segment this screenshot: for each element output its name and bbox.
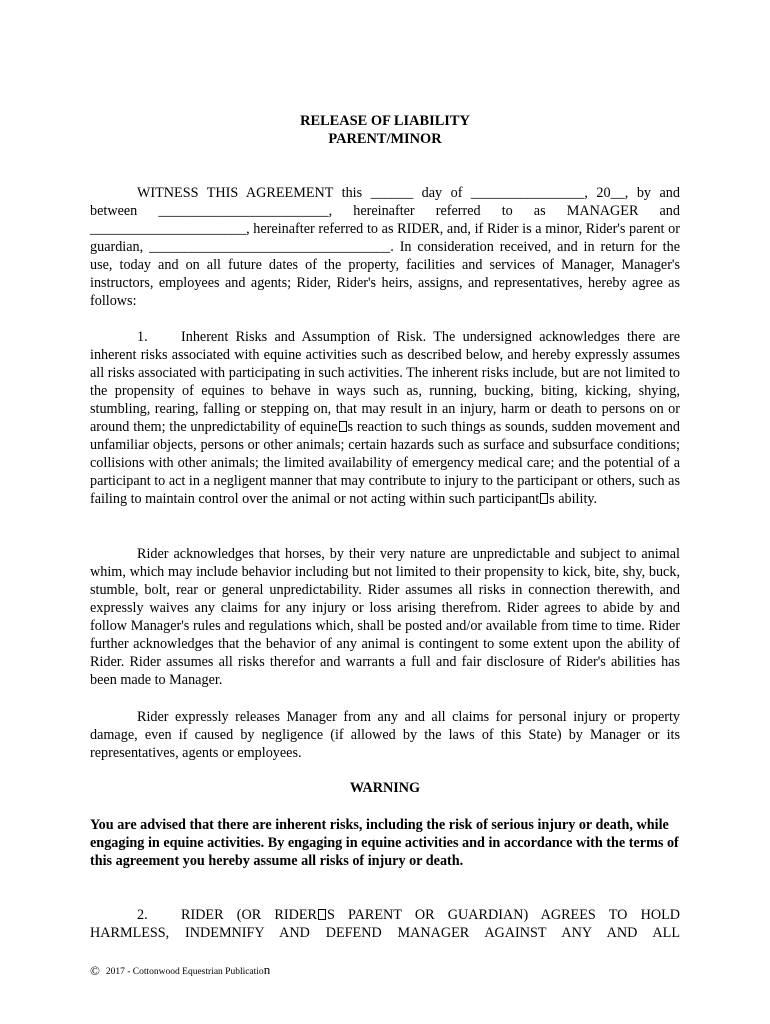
missing-glyph-icon	[339, 421, 347, 432]
release-paragraph: Rider expressly releases Manager from any and all claims for personal injury or property damage, even if caused by negligence (if allowed by the laws of this State) by Manager or its representatives, agents or employees.	[90, 709, 680, 761]
section-1-text-b: s reaction to such things as sounds, sudden movement and unfamiliar objects, persons or other animals; certain hazards such as surface and subsurface conditions; collisions with other animals; the limited availability of emergency medical care; and the potential of a participant to act in a negligent manner that may contribute to injury to the participant or others, such as failing to maintain control over the animal or not acting within such participant	[90, 419, 680, 507]
rider-ack-paragraph: Rider acknowledges that horses, by their very nature are unpredictable and subject to animal whim, which may include behavior including but not limited to their propensity to kick, bite, shy, buck, stumble, bolt, rear or general unpredictability. Rider assumes all risks in connection therewith, and expressly waives any claims for any injury or loss arising therefrom. Rider agrees to abide by and follow Manager's rules and regulations which, shall be posted and/or available from time to time. Rider further acknowledges that the behavior of any animal is contingent to some extent upon the ability of Rider. Rider assumes all risks therefor and warrants a full and fair disclosure of Rider's abilities has been made to Manager.	[90, 546, 680, 688]
title-line-1: RELEASE OF LIABILITY	[300, 113, 470, 129]
section-1-number: 1.	[137, 329, 148, 345]
section-2-text-b: S PARENT OR GUARDIAN) AGREES TO HOLD HARMLESS, INDEMNIFY AND DEFEND MANAGER AGAINST ANY AND ALL	[90, 907, 680, 941]
section-1-text-a: Inherent Risks and Assumption of Risk. The undersigned acknowledges there are inherent risks associated with equine activities such as described below, and hereby expressly assumes all risks associated with participating in such activities. The inherent risks include, but are not limited to the propensity of equines to behave in ways such as, running, bucking, biting, kicking, shying, stumbling, rearing, falling or stepping on, that may result in an injury, harm or death to persons on or around them; the unpredictability of equine	[90, 329, 680, 435]
section-2-number: 2.	[137, 907, 148, 923]
title-line-2: PARENT/MINOR	[328, 131, 442, 147]
intro-paragraph-block	[90, 184, 680, 310]
section-2-paragraph	[90, 906, 680, 942]
rider-ack-block	[90, 545, 680, 689]
warning-text: You are advised that there are inherent risks, including the risk of serious injury or death, while engaging in equine activities. By engaging in equine activities and in accordance with the terms of this agreement you hereby assume all risks of injury or death.	[90, 817, 679, 869]
section-1-text-c: s ability.	[549, 491, 598, 507]
missing-glyph-icon	[540, 493, 548, 504]
copyright-icon: ©	[90, 963, 100, 978]
release-block	[90, 708, 680, 762]
section-1-paragraph	[90, 328, 680, 508]
document-title	[0, 112, 770, 148]
intro-paragraph: WITNESS THIS AGREEMENT this ______ day of ________________, 20__, by and between ________________________, hereinafter referred to as MANAGER and ______________________, hereinafter referred to as RIDER, and, if Rider is a minor, Rider's parent or guardian, __________________________________. In consideration received, and in return for the use, today and on all future dates of the property, facilities and services of Manager, Manager's instructors, employees and agents; Rider, Rider's heirs, assigns, and representatives, hereby agree as follows:	[90, 185, 680, 309]
section-2-text-a: RIDER (OR RIDER	[181, 907, 317, 923]
missing-glyph-icon	[318, 909, 326, 920]
warning-heading: WARNING	[349, 780, 421, 796]
footer	[90, 961, 270, 981]
footer-text: 2017 - Cottonwood Equestrian Publicatio	[105, 967, 264, 977]
section-1-block	[90, 328, 680, 508]
footer-text-tail: n	[263, 962, 271, 977]
